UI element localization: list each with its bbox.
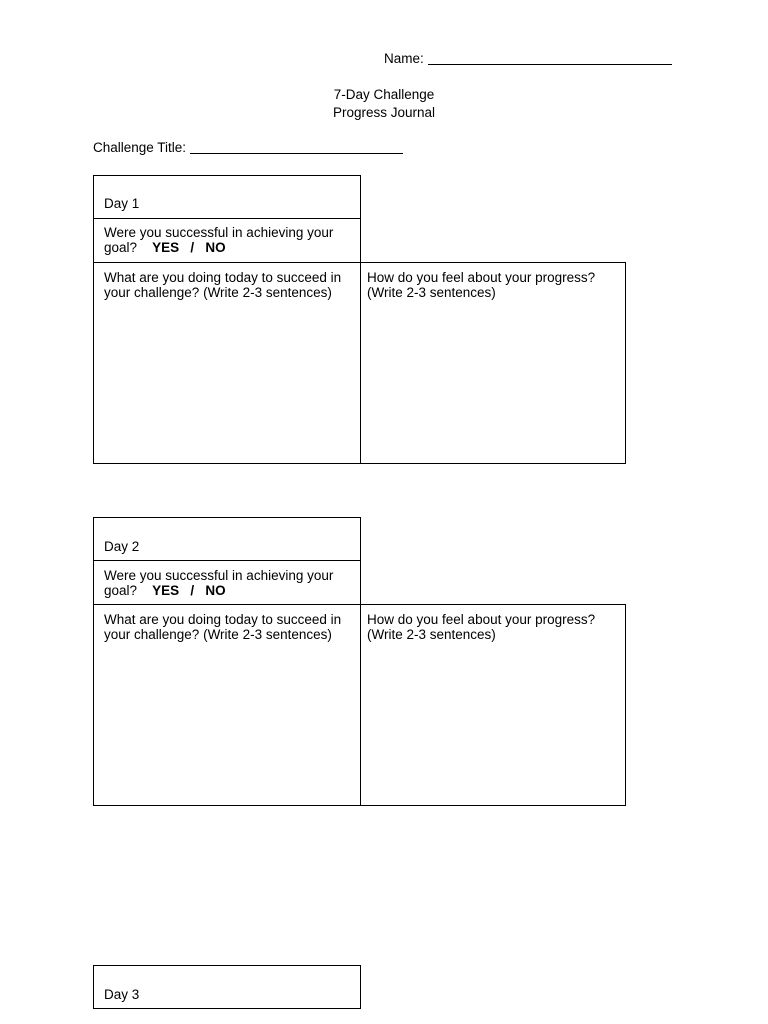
name-label: Name:: [384, 51, 424, 66]
title-line-2: Progress Journal: [332, 105, 436, 120]
page-title: [0, 86, 768, 122]
day-2-doing-prompt-2: your challenge? (Write 2-3 sentences): [104, 627, 332, 642]
day-2-feel-prompt-1: How do you feel about your progress?: [367, 612, 596, 627]
day-2-doing-prompt-1: What are you doing today to succeed in: [104, 612, 342, 627]
day-2-no-option[interactable]: NO: [205, 583, 226, 598]
challenge-title-label: Challenge Title:: [93, 140, 187, 155]
day-2-success-question-2: goal?: [104, 583, 138, 598]
day-2-header-box: [93, 517, 361, 561]
day-1-feel-prompt-2: (Write 2-3 sentences): [367, 285, 496, 300]
day-1-label: Day 1: [104, 196, 140, 211]
day-1-doing-prompt-2: your challenge? (Write 2-3 sentences): [104, 285, 332, 300]
day-1-yes-option[interactable]: YES: [152, 240, 180, 255]
day-3-header-box: [93, 965, 361, 1009]
day-1-no-option[interactable]: NO: [205, 240, 226, 255]
day-2-success-question-1: Were you successful in achieving your: [104, 568, 334, 583]
day-2-slash: /: [190, 583, 195, 598]
day-1-header-box: [93, 175, 361, 219]
day-1-doing-prompt-1: What are you doing today to succeed in: [104, 270, 342, 285]
day-1-feel-prompt-1: How do you feel about your progress?: [367, 270, 596, 285]
challenge-title-field: [93, 140, 403, 155]
name-blank-line[interactable]: [428, 52, 672, 65]
day-1-success-question-1: Were you successful in achieving your: [104, 225, 334, 240]
challenge-title-blank-line[interactable]: [190, 141, 403, 154]
day-1-success-box: [93, 218, 361, 263]
day-2-doing-box[interactable]: [93, 604, 361, 806]
day-1-success-question-2: goal?: [104, 240, 138, 255]
day-2-feel-box[interactable]: [360, 604, 626, 806]
day-2-success-box: [93, 560, 361, 605]
day-2-yes-option[interactable]: YES: [152, 583, 180, 598]
day-1-feel-box[interactable]: [360, 262, 626, 464]
day-1-slash: /: [190, 240, 195, 255]
day-2-feel-prompt-2: (Write 2-3 sentences): [367, 627, 496, 642]
title-line-1: 7-Day Challenge: [333, 87, 435, 102]
day-1-doing-box[interactable]: [93, 262, 361, 464]
name-field: [384, 51, 672, 66]
day-2-label: Day 2: [104, 539, 140, 554]
day-3-label: Day 3: [104, 987, 140, 1002]
